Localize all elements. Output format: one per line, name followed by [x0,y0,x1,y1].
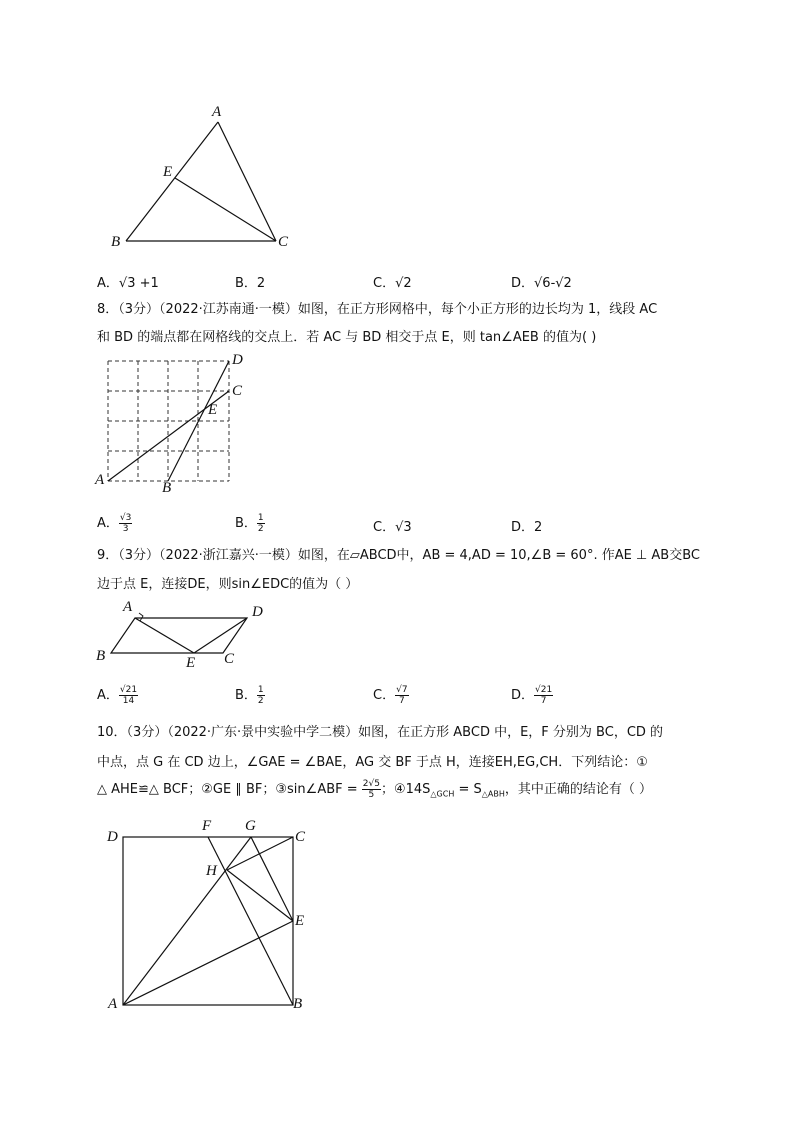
q10-label-f: F [202,818,212,834]
q10-label-c: C [295,829,306,845]
q10-segment-hc [227,837,293,870]
q8-label-a: A [95,472,105,488]
q7-label-a: A [212,104,222,120]
q8-label-b: B [162,480,172,496]
q10-segment-ae [123,921,293,1005]
q9-question-line1: 9．（3分）（2022·浙江嘉兴·一模）如图，在▱ABCD中，AB = 4,AD = 10,∠B = 60°. 作AE ⊥ AB交BC [97,548,700,563]
q8-option-d[interactable]: D．2 [511,520,543,535]
q10-label-d: D [107,829,118,845]
q8-label-e: E [208,402,218,418]
q10-question-line2: 中点，点 G 在 CD 边上，∠GAE = ∠BAE，AG 交 BF 于点 H，连接EH,EG,CH．下列结论：① [97,755,648,770]
q8-label-c: C [232,383,243,399]
q9-label-b: B [96,648,106,664]
q7-label-b: B [111,234,121,250]
q8-option-b[interactable]: B． $\frac{1}{2}$ [235,513,264,534]
q7-label-c: C [278,234,289,250]
q10-question-line3: △ AHE≌△ BCF；②GE ∥ BF；③sin∠ABF = $\frac{2√5}{5}$ ；$④14S_{\triangle GCH} = S_{\triangle ABH}$，其中正确的结论有（ ） [97,779,653,800]
q10-label-e: E [295,913,305,929]
q9-label-e: E [186,655,196,671]
q10-label-g: G [245,818,256,834]
q8-question-line1: 8．（3分）（2022·江苏南通·一模）如图，在正方形网格中，每个小正方形的边长均为 1，线段 AC [97,302,658,317]
q7-option-c[interactable]: C．√2 [373,276,412,291]
q10-segment-ag [123,837,251,1005]
q9-question-line2: 边于点 E，连接DE，则sin∠EDC的值为（ ） [97,577,359,592]
q10-label-h: H [206,863,217,879]
q7-option-d[interactable]: D．√6-√2 [511,276,572,291]
q8-option-a[interactable]: A． $\frac{√3}{3}$ [97,513,132,534]
q7-option-a[interactable]: A．√3 +1 [97,276,159,291]
q9-option-a[interactable]: A． $\frac{√21}{14}$ [97,685,138,706]
q10-label-a: A [108,996,118,1012]
q7-label-e: E [163,164,173,180]
q10-segment-ge [251,837,293,921]
q8-option-c[interactable]: C．√3 [373,520,412,535]
q9-label-a: A [123,599,133,615]
q9-option-b[interactable]: B． $\frac{1}{2}$ [235,685,264,706]
q10-label-b: B [293,996,303,1012]
q7-option-b[interactable]: B．2 [235,276,266,291]
q9-option-d[interactable]: D． $\frac{√21}{7}$ [511,685,553,706]
q8-question-line2: 和 BD 的端点都在网格线的交点上．若 AC 与 BD 相交于点 E，则 tan∠AEB 的值为( ) [97,330,597,345]
q9-label-c: C [224,651,235,667]
q8-label-d: D [232,352,243,368]
q10-segment-he [227,870,293,921]
q9-label-d: D [252,604,263,620]
q10-question-line1: 10．（3分）（2022·广东·景中实验中学二模）如图，在正方形 ABCD 中，E，F 分别为 BC，CD 的 [97,725,664,740]
q10-segment-bf [208,837,293,1005]
q9-option-c[interactable]: C． $\frac{√7}{7}$ [373,685,408,706]
